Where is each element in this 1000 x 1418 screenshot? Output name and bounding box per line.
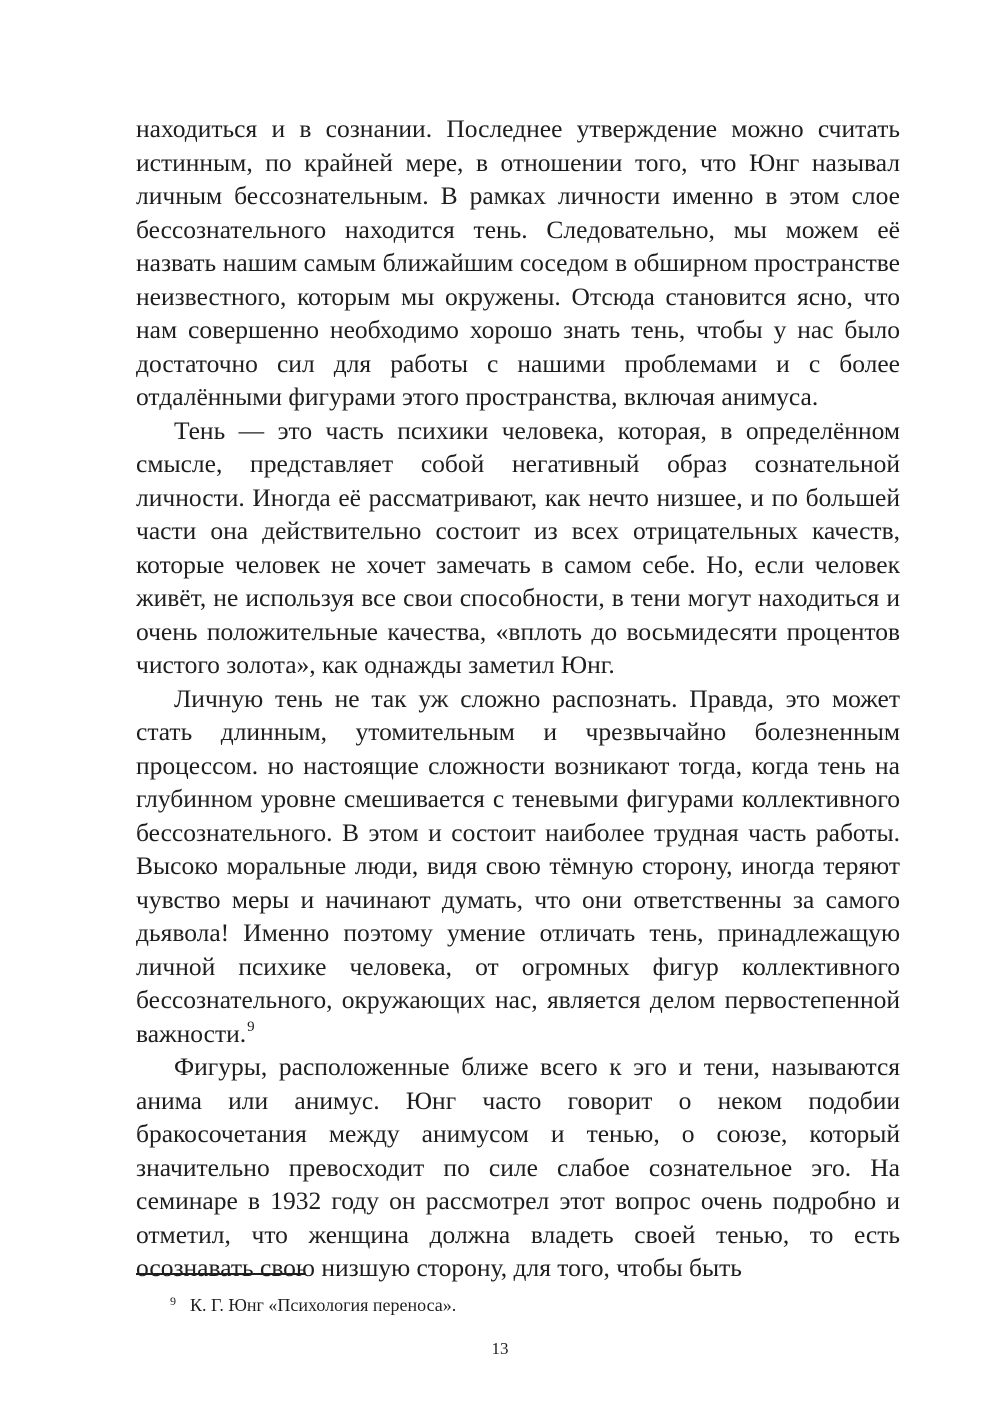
footnote (170, 1289, 456, 1317)
footnote-mark: 9 (170, 1294, 176, 1308)
paragraph-4: Фигуры, расположенные ближе всего к эго и тени, называются анима или анимус. Юнг часто говорит о неком подобии бракосочетания между анимусом и тенью, о союзе, который значительно превосходит по силе слабое сознательное эго. На семинаре в 1932 году он рассмотрел этот вопрос очень подробно и отметил, что женщина должна владеть своей тенью, то есть осознавать свою низшую сторону, для того, чтобы быть (136, 1052, 900, 1282)
paragraph-1: находиться и в сознании. Последнее утверждение можно считать истинным, по крайней мере, в отношении того, что Юнг называл личным бессознательным. В рамках личности именно в этом слое бессознательного находится тень. Следовательно, мы можем её назвать нашим самым ближайшим соседом в обширном пространстве неизвестного, которым мы окружены. Отсюда становится ясно, что нам совершенно необходимо хорошо знать тень, чтобы у нас было достаточно сил для работы с нашими проблемами и с более отдалёнными фигурами этого пространства, включая анимуса. (136, 114, 900, 411)
page-number: 13 (491, 1339, 509, 1358)
footnote-text: К. Г. Юнг «Психология переноса». (190, 1295, 457, 1315)
page-body (136, 112, 900, 1285)
paragraph-2: Тень — это часть психики человека, которая, в определённом смысле, представляет собой негативный образ сознательной личности. Иногда её рассматривают, как нечто низшее, и по большей части она действительно состоит из всех отрицательных качеств, которые человек не хочет замечать в самом себе. Но, если человек живёт, не используя все свои способности, в тени могут находиться и очень положительные качества, «вплоть до восьмидесяти процентов чистого золота», как однажды заметил Юнг. (136, 415, 900, 679)
footnote-reference[interactable]: 9 (247, 1018, 255, 1035)
main-text (136, 112, 900, 1285)
paragraph-3-text: Личную тень не так уж сложно распознать. Правда, это может стать длинным, утомительным и чрезвычайно болезненным процессом. но настоящие сложности возникают тогда, когда тень на глубинном уровне смешивается с теневыми фигурами коллективного бессознательного. В этом и состоит наиболее трудная часть работы. Высоко моральные люди, видя свою тёмную сторону, иногда теряют чувство меры и начинают думать, что они ответственны за самого дьявола! Именно поэтому умение отличать тень, принадлежащую личной психике человека, от огромных фигур коллективного бессознательного, окружающих нас, является делом первостепенной важности. (136, 683, 900, 1048)
footnote-divider (136, 1273, 306, 1275)
paragraph-3 (136, 682, 900, 1051)
